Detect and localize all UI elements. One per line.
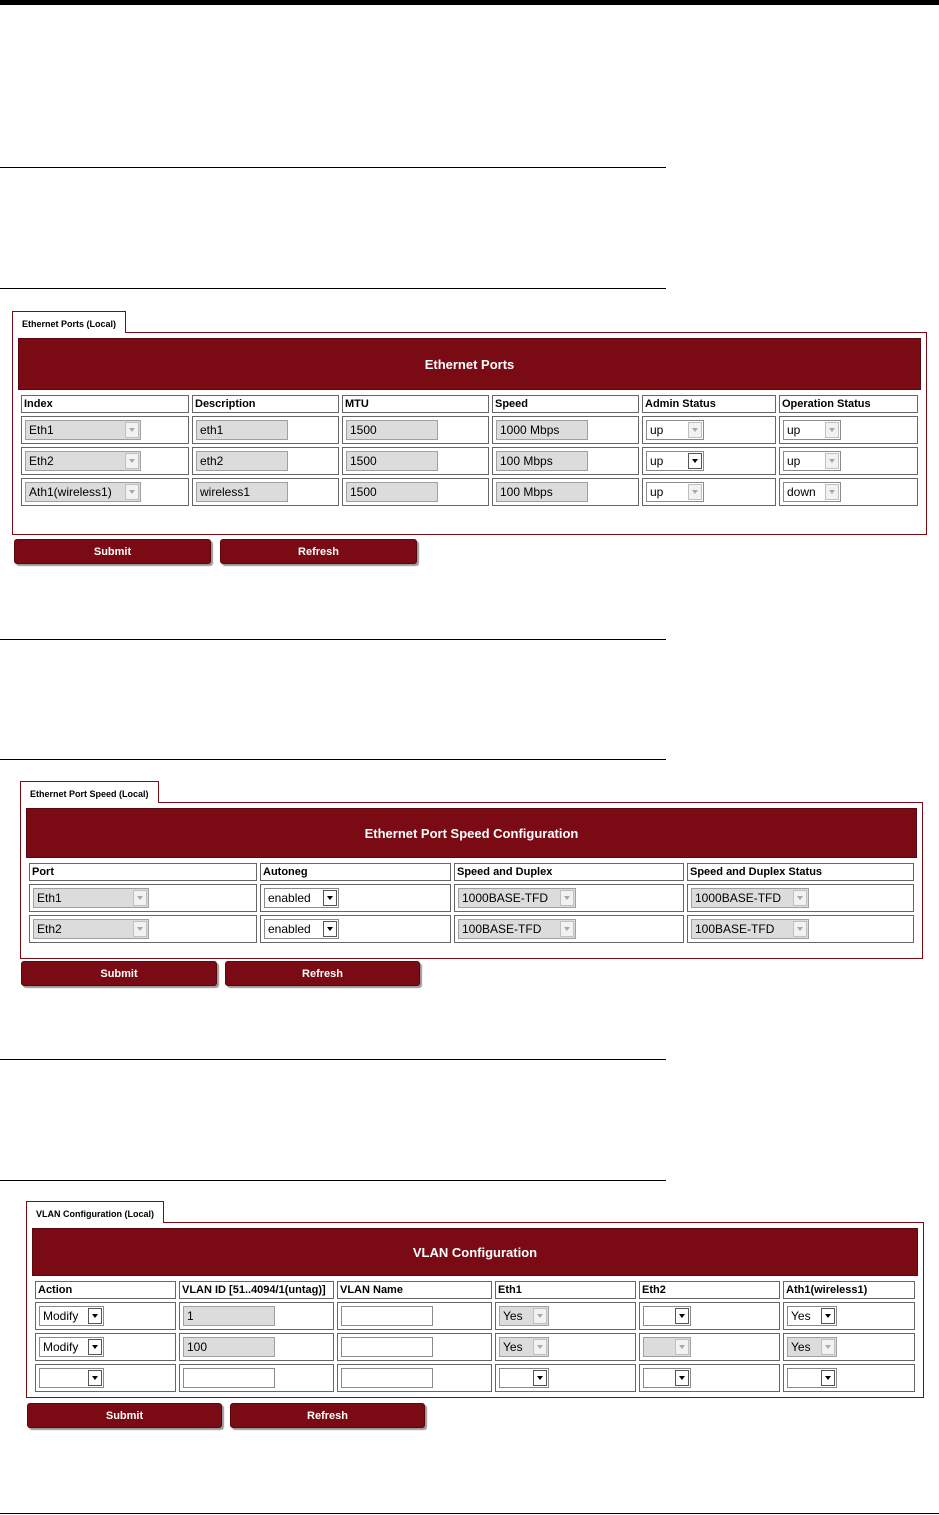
chevron-down-icon xyxy=(133,921,147,937)
chevron-down-icon xyxy=(88,1308,102,1324)
admin-status-select[interactable]: up xyxy=(646,420,704,440)
chevron-down-icon xyxy=(688,484,702,500)
submit-button[interactable]: Submit xyxy=(14,539,211,564)
chevron-down-icon xyxy=(825,484,839,500)
column-header-speed-and-duplex-status: Speed and Duplex Status xyxy=(687,863,914,881)
table-row xyxy=(21,416,918,444)
ethernet-ports-panel xyxy=(12,332,927,535)
action-select[interactable]: Modify xyxy=(39,1306,104,1326)
description-field: eth2 xyxy=(196,451,288,471)
table-row xyxy=(35,1302,915,1330)
ethernet-ports-table xyxy=(18,392,921,509)
submit-button[interactable]: Submit xyxy=(21,961,217,986)
table-row xyxy=(21,447,918,475)
tab-ethernet-ports-local[interactable]: Ethernet Ports (Local) xyxy=(12,311,126,333)
chevron-down-icon xyxy=(825,422,839,438)
divider xyxy=(0,167,666,168)
vlan-id-input[interactable] xyxy=(183,1368,275,1388)
chevron-down-icon xyxy=(825,453,839,469)
chevron-down-icon xyxy=(675,1308,689,1324)
column-header-vlan-name: VLAN Name xyxy=(337,1281,492,1299)
ath1-select[interactable] xyxy=(787,1368,837,1388)
speed-duplex-select[interactable]: 1000BASE-TFD xyxy=(458,888,576,908)
divider xyxy=(0,288,666,289)
ethernet-ports-section xyxy=(12,311,927,571)
page-top-bar xyxy=(0,0,939,5)
chevron-down-icon xyxy=(533,1370,547,1386)
tab-vlan-configuration-local[interactable]: VLAN Configuration (Local) xyxy=(26,1201,164,1223)
mtu-field: 1500 xyxy=(346,420,438,440)
port-speed-banner: Ethernet Port Speed Configuration xyxy=(26,808,917,858)
column-header-index: Index xyxy=(21,395,189,413)
speed-duplex-select[interactable]: 100BASE-TFD xyxy=(458,919,576,939)
chevron-down-icon xyxy=(323,921,337,937)
description-field: wireless1 xyxy=(196,482,288,502)
chevron-down-icon xyxy=(323,890,337,906)
eth2-select[interactable] xyxy=(643,1368,691,1388)
vlan-name-input[interactable] xyxy=(341,1337,433,1357)
column-header-admin-status: Admin Status xyxy=(642,395,776,413)
action-select[interactable] xyxy=(39,1368,104,1388)
divider xyxy=(0,1513,939,1514)
chevron-down-icon xyxy=(133,890,147,906)
chevron-down-icon xyxy=(821,1370,835,1386)
port-select[interactable]: Eth1 xyxy=(33,888,149,908)
divider xyxy=(0,1180,666,1181)
eth2-select[interactable] xyxy=(643,1337,691,1357)
speed-field: 1000 Mbps xyxy=(496,420,588,440)
operation-status-select[interactable]: up xyxy=(783,420,841,440)
table-row xyxy=(35,1333,915,1361)
column-header-speed: Speed xyxy=(492,395,639,413)
column-header-eth1: Eth1 xyxy=(495,1281,636,1299)
port-speed-panel xyxy=(20,802,923,959)
column-header-description: Description xyxy=(192,395,339,413)
operation-status-select[interactable]: down xyxy=(783,482,841,502)
port-select[interactable]: Eth2 xyxy=(33,919,149,939)
description-field: eth1 xyxy=(196,420,288,440)
mtu-field: 1500 xyxy=(346,482,438,502)
vlan-id-field: 100 xyxy=(183,1337,275,1357)
chevron-down-icon xyxy=(533,1308,547,1324)
eth1-select[interactable]: Yes xyxy=(499,1306,549,1326)
mtu-field: 1500 xyxy=(346,451,438,471)
chevron-down-icon xyxy=(688,422,702,438)
vlan-panel xyxy=(26,1222,924,1398)
divider xyxy=(0,1059,666,1060)
column-header-mtu: MTU xyxy=(342,395,489,413)
speed-field: 100 Mbps xyxy=(496,482,588,502)
table-row xyxy=(29,915,914,943)
divider xyxy=(0,759,666,760)
refresh-button[interactable]: Refresh xyxy=(230,1403,425,1428)
chevron-down-icon xyxy=(675,1339,689,1355)
chevron-down-icon xyxy=(88,1339,102,1355)
admin-status-select[interactable]: up xyxy=(646,482,704,502)
index-select[interactable]: Ath1(wireless1) xyxy=(25,482,141,502)
column-header-action: Action xyxy=(35,1281,176,1299)
ath1-select[interactable]: Yes xyxy=(787,1306,837,1326)
speed-duplex-status-select[interactable]: 1000BASE-TFD xyxy=(691,888,809,908)
table-row xyxy=(29,884,914,912)
vlan-name-input[interactable] xyxy=(341,1368,433,1388)
column-header-port: Port xyxy=(29,863,257,881)
chevron-down-icon xyxy=(560,890,574,906)
vlan-section xyxy=(26,1201,924,1431)
admin-status-select[interactable]: up xyxy=(646,451,704,471)
index-select[interactable]: Eth1 xyxy=(25,420,141,440)
tab-ethernet-port-speed-local[interactable]: Ethernet Port Speed (Local) xyxy=(20,781,159,803)
action-select[interactable]: Modify xyxy=(39,1337,104,1357)
speed-field: 100 Mbps xyxy=(496,451,588,471)
eth1-select[interactable] xyxy=(499,1368,549,1388)
chevron-down-icon xyxy=(793,921,807,937)
column-header-operation-status: Operation Status xyxy=(779,395,918,413)
vlan-name-input[interactable] xyxy=(341,1306,433,1326)
speed-duplex-status-select[interactable]: 100BASE-TFD xyxy=(691,919,809,939)
chevron-down-icon xyxy=(688,453,702,469)
eth1-select[interactable]: Yes xyxy=(499,1337,549,1357)
chevron-down-icon xyxy=(88,1370,102,1386)
divider xyxy=(0,639,666,640)
submit-button[interactable]: Submit xyxy=(27,1403,222,1428)
chevron-down-icon xyxy=(821,1308,835,1324)
column-header-ath1: Ath1(wireless1) xyxy=(783,1281,915,1299)
vlan-id-field: 1 xyxy=(183,1306,275,1326)
operation-status-select[interactable]: up xyxy=(783,451,841,471)
table-row xyxy=(21,478,918,506)
index-select[interactable]: Eth2 xyxy=(25,451,141,471)
chevron-down-icon xyxy=(675,1370,689,1386)
chevron-down-icon xyxy=(125,422,139,438)
chevron-down-icon xyxy=(821,1339,835,1355)
chevron-down-icon xyxy=(793,890,807,906)
refresh-button[interactable]: Refresh xyxy=(225,961,420,986)
vlan-table xyxy=(32,1278,918,1395)
column-header-speed-and-duplex: Speed and Duplex xyxy=(454,863,684,881)
column-header-eth2: Eth2 xyxy=(639,1281,780,1299)
ath1-select[interactable]: Yes xyxy=(787,1337,837,1357)
autoneg-select[interactable]: enabled xyxy=(264,919,339,939)
refresh-button[interactable]: Refresh xyxy=(220,539,417,564)
chevron-down-icon xyxy=(560,921,574,937)
chevron-down-icon xyxy=(533,1339,547,1355)
chevron-down-icon xyxy=(125,484,139,500)
ethernet-ports-banner: Ethernet Ports xyxy=(18,338,921,390)
eth2-select[interactable] xyxy=(643,1306,691,1326)
autoneg-select[interactable]: enabled xyxy=(264,888,339,908)
chevron-down-icon xyxy=(125,453,139,469)
port-speed-section xyxy=(20,781,923,991)
vlan-banner: VLAN Configuration xyxy=(32,1228,918,1276)
column-header-vlan-id: VLAN ID [51..4094/1(untag)] xyxy=(179,1281,334,1299)
table-row xyxy=(35,1364,915,1392)
port-speed-table xyxy=(26,860,917,946)
column-header-autoneg: Autoneg xyxy=(260,863,451,881)
